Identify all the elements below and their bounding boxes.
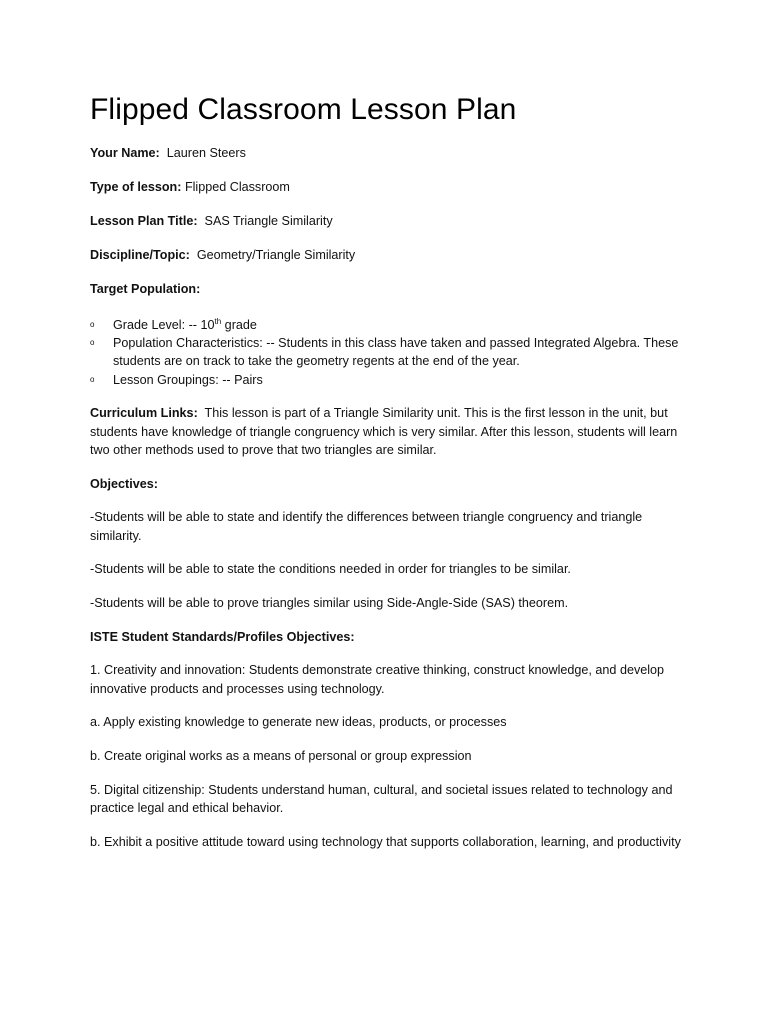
field-label: Type of lesson: (90, 179, 182, 194)
hollow-bullet-icon: o (90, 319, 95, 329)
hollow-bullet-icon: o (90, 338, 95, 348)
curriculum-links-paragraph (90, 404, 690, 459)
field-discipline-topic (90, 246, 690, 264)
field-value: Lauren Steers (166, 146, 246, 160)
bullet-text: Lesson Groupings: -- Pairs (113, 372, 263, 387)
iste-paragraph: b. Exhibit a positive attitude toward using technology that supports collaboration, learning, and productivity (90, 834, 681, 849)
iste-paragraph: b. Create original works as a means of personal or group expression (90, 749, 472, 764)
objectives-heading: Objectives: (90, 476, 158, 491)
grade-level-suffix: grade (221, 317, 257, 332)
hollow-bullet-icon: o (90, 374, 95, 384)
bullet-lesson-groupings (90, 371, 690, 389)
objective-item: -Students will be able to state the conditions needed in order for triangles to be similar. (90, 562, 571, 577)
iste-paragraph: 5. Digital citizenship: Students understand human, cultural, and societal issues related to technology and practice legal and ethical behavior. (90, 782, 673, 816)
field-your-name (90, 144, 690, 162)
field-value: Flipped Classroom (184, 179, 290, 194)
field-label: Lesson Plan Title: (90, 213, 198, 228)
bullet-grade-level (90, 316, 690, 334)
iste-paragraph: a. Apply existing knowledge to generate new ideas, products, or processes (90, 715, 507, 730)
iste-heading: ISTE Student Standards/Profiles Objectives: (90, 629, 355, 644)
grade-level-superscript: th (214, 316, 222, 326)
field-value: SAS Triangle Similarity (204, 213, 333, 228)
bullet-population-characteristics (90, 334, 690, 371)
bullet-text: Population Characteristics: -- Students in this class have taken and passed Integrated Algebra. These students are on track to take the geometry regents at the end of the year. (113, 336, 679, 369)
grade-level-prefix: Grade Level: -- 10 (113, 317, 215, 332)
field-lesson-plan-title (90, 212, 690, 230)
objective-item: -Students will be able to prove triangles similar using Side-Angle-Side (SAS) theorem. (90, 596, 569, 611)
curriculum-links-text: This lesson is part of a Triangle Similarity unit. This is the first lesson in the unit, but students have knowledge of triangle congruency which is very similar. After this lesson, students will learn two other methods used to prove that two triangles are similar. (90, 406, 678, 458)
field-label: Your Name: (90, 146, 160, 160)
objective-item: -Students will be able to state and identify the differences between triangle congruency and triangle similarity. (90, 510, 643, 543)
document-content (90, 90, 690, 851)
field-label: Target Population: (90, 281, 201, 296)
field-label: Discipline/Topic: (90, 247, 190, 262)
iste-paragraph: 1. Creativity and innovation: Students demonstrate creative thinking, construct knowledge, and develop innovative products and processes using technology. (90, 663, 665, 696)
population-bullet-list (90, 316, 690, 389)
field-target-population (90, 280, 690, 298)
document-title: Flipped Classroom Lesson Plan (90, 93, 517, 126)
field-label: Curriculum Links: (90, 406, 198, 421)
field-value: Geometry/Triangle Similarity (196, 247, 356, 262)
field-type-of-lesson (90, 178, 690, 196)
